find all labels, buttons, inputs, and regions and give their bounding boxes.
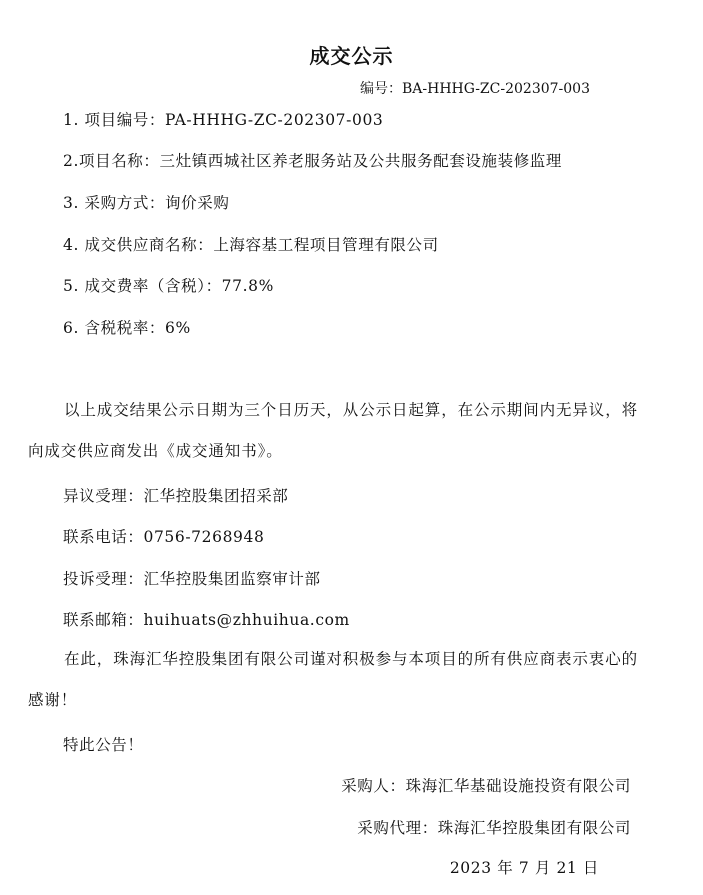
contact-objection: 异议受理：汇华控股集团招采部 — [63, 487, 289, 505]
item-supplier-name: 4. 成交供应商名称：上海容基工程项目管理有限公司 — [63, 236, 439, 254]
item-project-name: 2.项目名称：三灶镇西城社区养老服务站及公共服务配套设施装修监理 — [63, 152, 562, 170]
thanks-paragraph: 在此，珠海汇华控股集团有限公司谨对积极参与本项目的所有供应商表示衷心的感谢！ — [28, 650, 639, 709]
document-number: 编号：BA-HHHG-ZC-202307-003 — [360, 81, 590, 97]
item-tax-rate: 6. 含税税率：6% — [63, 319, 191, 337]
contact-complaint: 投诉受理：汇华控股集团监察审计部 — [63, 570, 321, 588]
publish-date: 2023 年 7 月 21 日 — [449, 859, 599, 877]
procurement-agent: 采购代理：珠海汇华控股集团有限公司 — [357, 819, 631, 837]
item-procurement-method: 3. 采购方式：询价采购 — [63, 194, 230, 212]
contact-phone: 联系电话：0756-7268948 — [63, 528, 265, 546]
notice-paragraph: 以上成交结果公示日期为三个日历天，从公示日起算，在公示期间内无异议，将向成交供应商发出《成交通知书》。 — [28, 401, 639, 460]
document-title: 成交公示 — [309, 44, 394, 68]
item-project-number: 1. 项目编号：PA-HHHG-ZC-202307-003 — [63, 111, 384, 129]
contact-email: 联系邮箱：huihuats@zhhuihua.com — [63, 611, 350, 629]
closing-text: 特此公告！ — [63, 736, 144, 754]
purchaser: 采购人：珠海汇华基础设施投资有限公司 — [341, 777, 631, 795]
item-fee-rate: 5. 成交费率（含税）：77.8% — [63, 277, 274, 295]
